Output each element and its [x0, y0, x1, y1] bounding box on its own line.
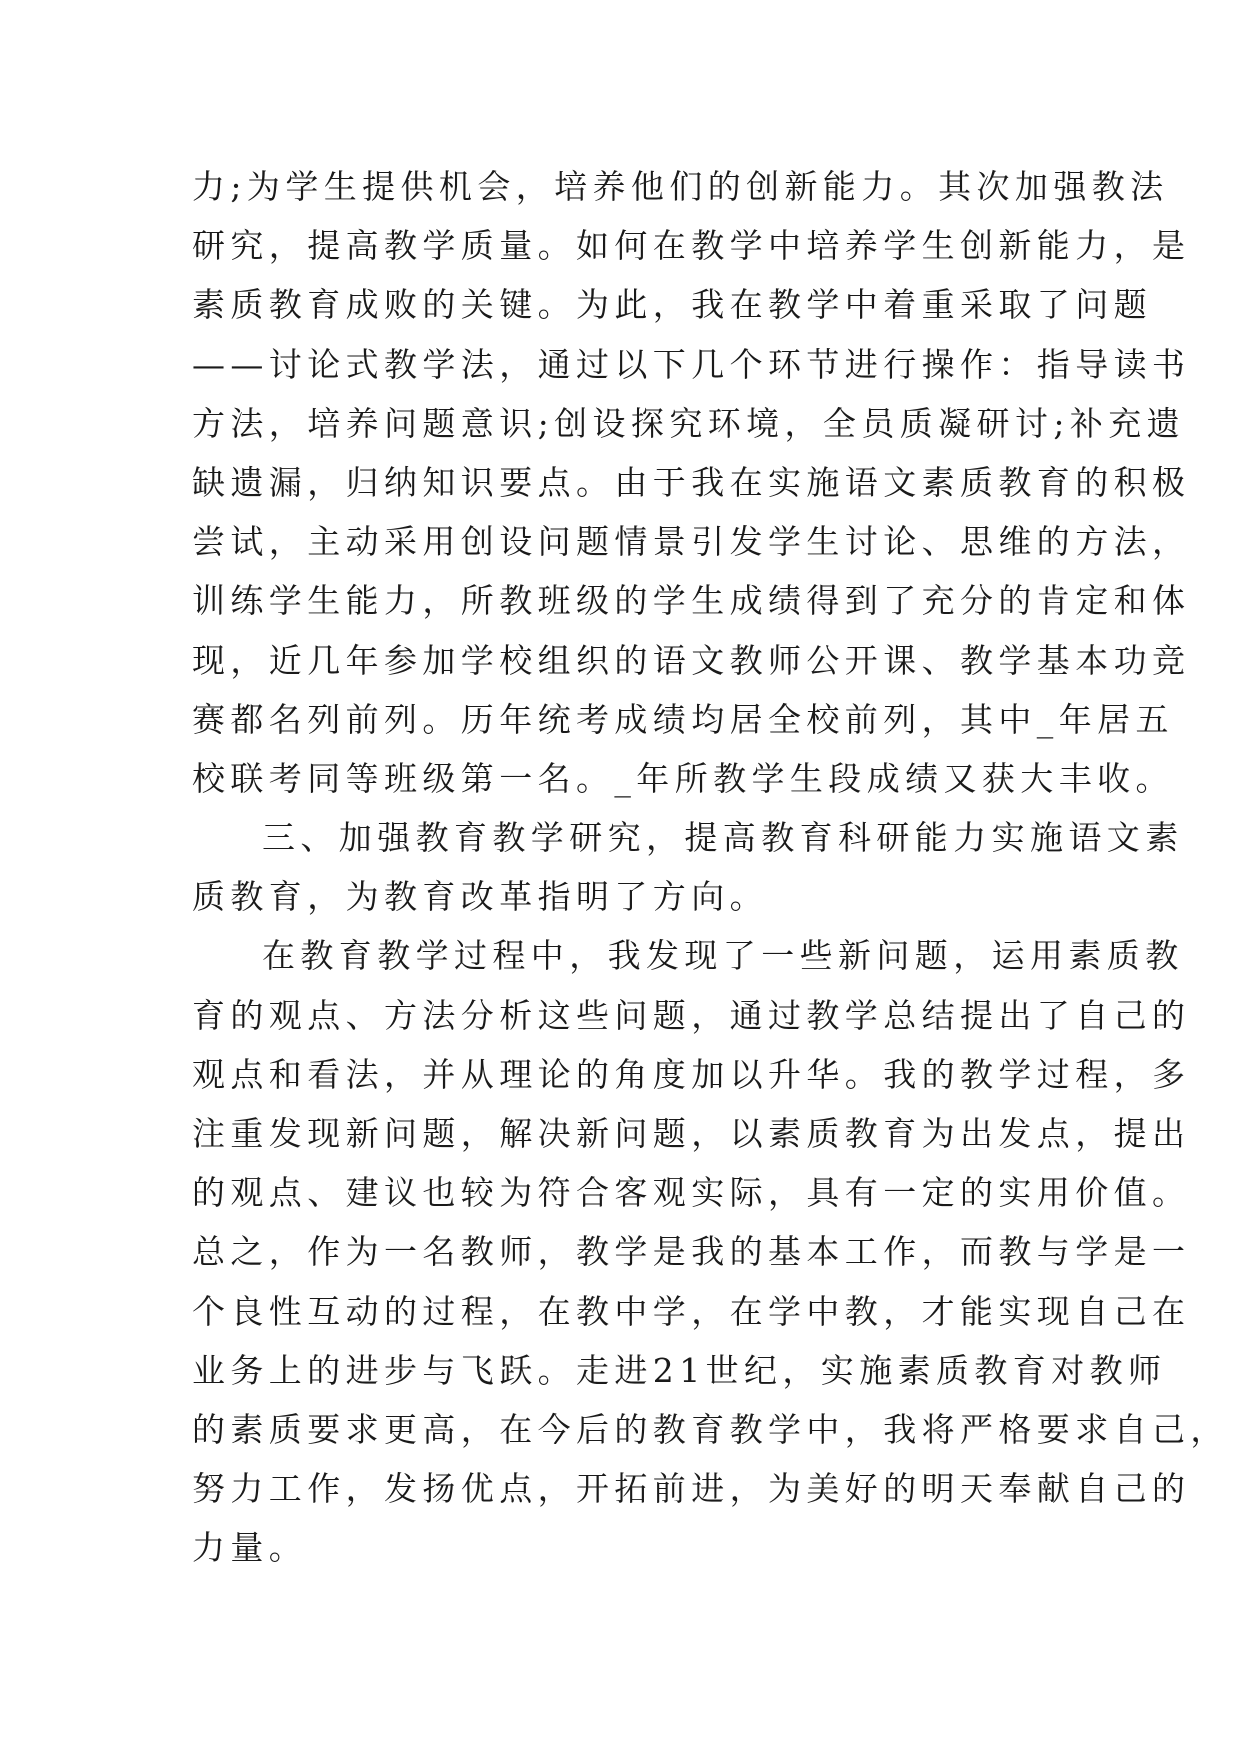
text-line: 的观点、建议也较为符合客观实际，具有一定的实用价值。	[192, 1173, 1191, 1213]
text-line: 赛都名列前列。历年统考成绩均居全校前列，其中_年居五	[192, 699, 1174, 739]
section-heading-line: 三、加强教育教学研究，提高教育科研能力实施语文素	[262, 818, 1184, 858]
text-line: 业务上的进步与飞跃。走进21世纪，实施素质教育对教师	[192, 1350, 1167, 1390]
text-line: 素质教育成败的关键。为此，我在教学中着重采取了问题	[192, 285, 1152, 325]
text-line: 质教育，为教育改革指明了方向。	[192, 877, 768, 917]
text-line: 校联考同等班级第一名。_年所教学生段成绩又获大丰收。	[192, 758, 1174, 798]
text-line: 尝试，主动采用创设问题情景引发学生讨论、思维的方法，	[192, 522, 1191, 562]
text-line: 个良性互动的过程，在教中学，在学中教，才能实现自己在	[192, 1291, 1191, 1331]
text-line: 育的观点、方法分析这些问题，通过教学总结提出了自己的	[192, 995, 1191, 1035]
text-line: 缺遗漏，归纳知识要点。由于我在实施语文素质教育的积极	[192, 462, 1191, 502]
text-line: 努力工作，发扬优点，开拓前进，为美好的明天奉献自己的	[192, 1469, 1191, 1509]
text-line: 现，近几年参加学校组织的语文教师公开课、教学基本功竞	[192, 640, 1191, 680]
text-line: 总之，作为一名教师，教学是我的基本工作，而教与学是一	[192, 1232, 1191, 1272]
text-line: 观点和看法，并从理论的角度加以升华。我的教学过程，多	[192, 1054, 1191, 1094]
body-text	[192, 157, 1229, 1578]
paragraph-first-line: 在教育教学过程中，我发现了一些新问题，运用素质教	[262, 936, 1184, 976]
text-line: 方法，培养问题意识;创设探究环境，全员质凝研讨;补充遗	[192, 403, 1186, 443]
text-line: 研究，提高教学质量。如何在教学中培养学生创新能力，是	[192, 226, 1191, 266]
text-line: 力量。	[192, 1528, 308, 1568]
text-line: 的素质要求更高，在今后的教育教学中，我将严格要求自己，	[192, 1409, 1229, 1449]
text-line: 力;为学生提供机会，培养他们的创新能力。其次加强教法	[192, 167, 1169, 206]
text-line: 训练学生能力，所教班级的学生成绩得到了充分的肯定和体	[192, 581, 1191, 621]
text-line: ——讨论式教学法，通过以下几个环节进行操作：指导读书	[192, 344, 1191, 384]
text-line: 注重发现新问题，解决新问题，以素质教育为出发点，提出	[192, 1114, 1191, 1153]
